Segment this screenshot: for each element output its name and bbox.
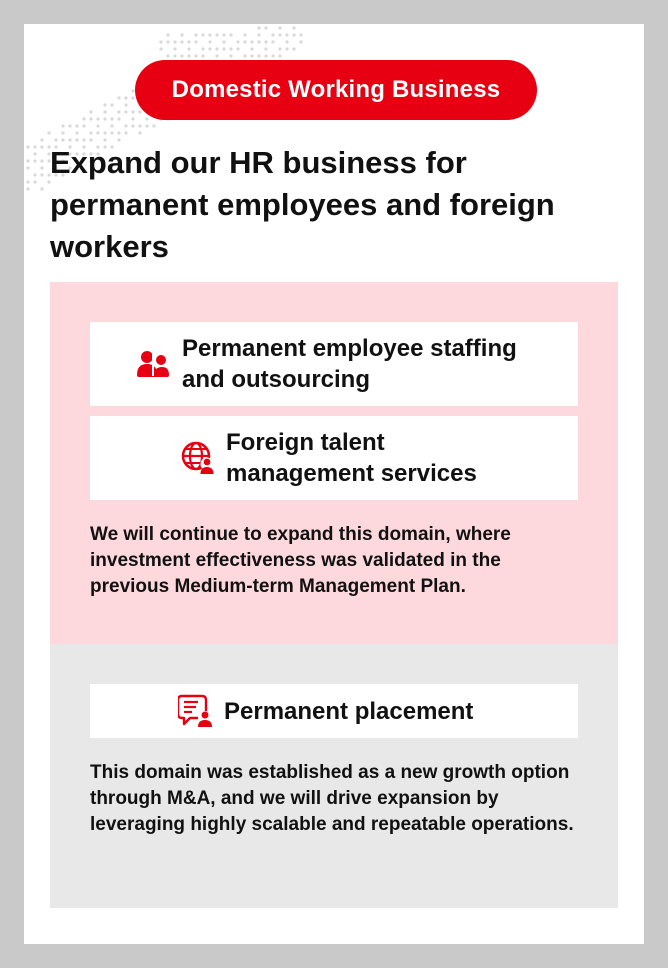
service-label: Permanent placement [224,697,474,725]
globe-person-icon [180,440,216,476]
service-label-line2: management services [226,460,477,487]
new-domain-panel [50,644,618,908]
service-item-foreign-talent [90,416,578,500]
existing-domains-description: We will continue to expand this domain, where investment effectiveness was validated in the previous Medium-term Management Plan. [90,524,511,597]
service-label-line2: and outsourcing [182,366,370,393]
service-item-permanent-staffing [90,322,578,406]
document-person-icon [178,694,214,728]
service-label-line1: Permanent employee staffing [182,335,517,362]
page-title: Expand our HR business for permanent employees and foreign workers [50,145,555,264]
section-badge: Domestic Working Business [135,60,537,120]
service-item-permanent-placement [90,684,578,738]
new-domain-description: This domain was established as a new growth option through M&A, and we will drive expansion by leveraging highly scalable and repeatable operations. [90,762,574,835]
domestic-working-business-card [24,24,644,944]
service-label-line1: Foreign talent [226,429,385,456]
people-icon [136,349,170,379]
existing-domains-panel [50,282,618,644]
